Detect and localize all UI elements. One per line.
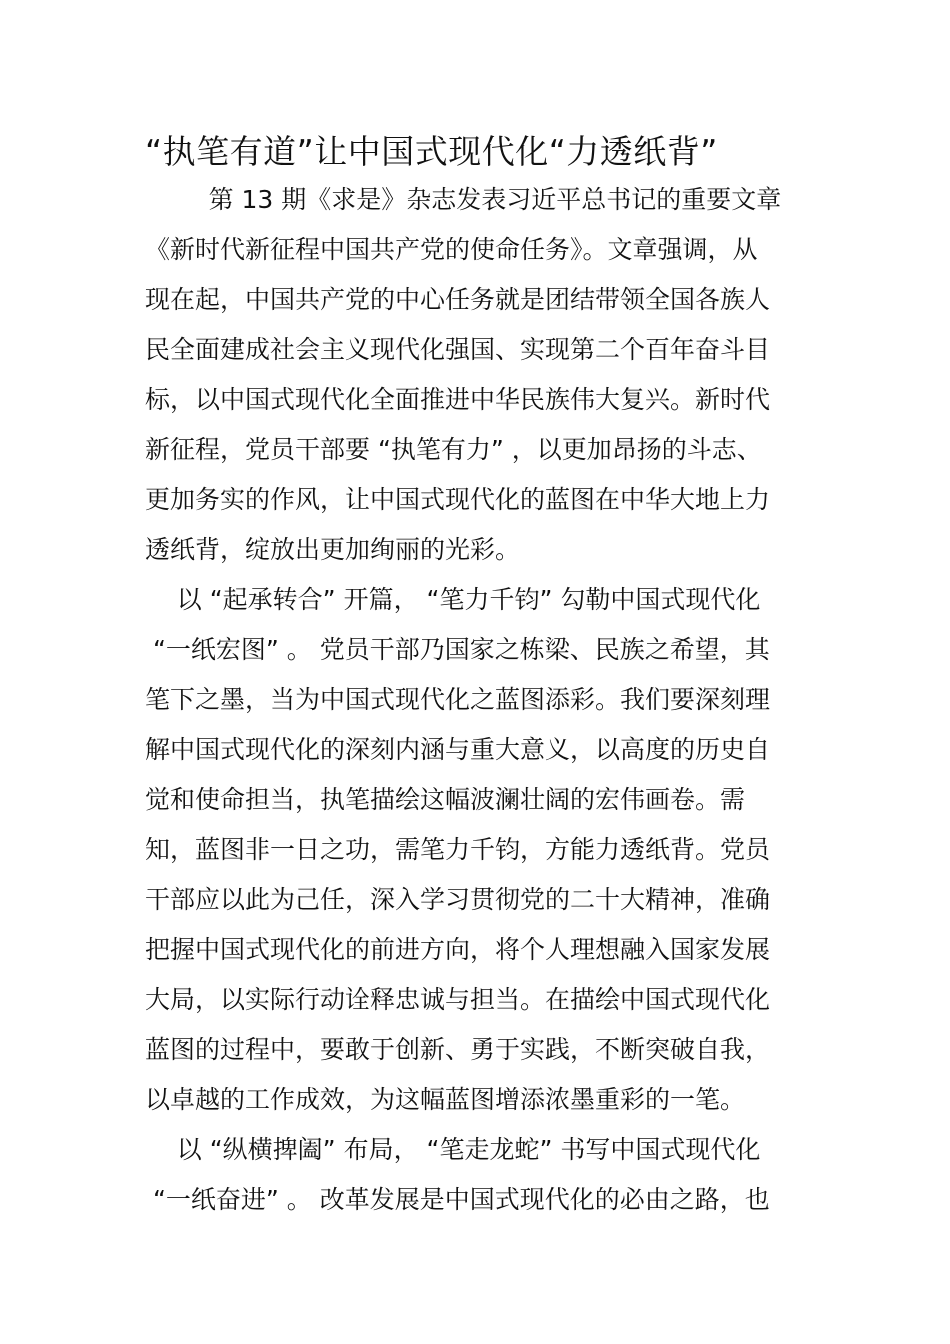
text-line: 以 “起承转合” 开篇， “笔力千钧” 勾勒中国式现代化: [145, 585, 761, 614]
text-line: 解中国式现代化的深刻内涵与重大意义，以高度的历史自: [145, 735, 771, 764]
text-line: 透纸背，绽放出更加绚丽的光彩。: [145, 535, 521, 564]
text-line: 以卓越的工作成效，为这幅蓝图增添浓墨重彩的一笔。: [145, 1085, 746, 1114]
text-line: 标，以中国式现代化全面推进中华民族伟大复兴。新时代: [145, 385, 771, 414]
document-body: [145, 175, 810, 1225]
text-line: 觉和使命担当，执笔描绘这幅波澜壮阔的宏伟画卷。需: [145, 785, 746, 814]
text-line: 民全面建成社会主义现代化强国、实现第二个百年奋斗目: [145, 335, 771, 364]
text-line: 以 “纵横捭阖” 布局， “笔走龙蛇” 书写中国式现代化: [145, 1135, 761, 1164]
text-line: 把握中国式现代化的前进方向，将个人理想融入国家发展: [145, 935, 771, 964]
text-line: 知，蓝图非一日之功，需笔力千钧，方能力透纸背。党员: [145, 835, 771, 864]
text-line: 新征程，党员干部要 “执笔有力” ，以更加昂扬的斗志、: [145, 435, 762, 464]
text-line: 《新时代新征程中国共产党的使命任务》。文章强调，从: [145, 235, 758, 264]
text-line: “一纸奋进” 。 改革发展是中国式现代化的必由之路，也: [145, 1185, 770, 1214]
document-title: “执笔有道”让中国式现代化“力透纸背”: [145, 132, 718, 171]
text-line: 大局，以实际行动诠释忠诚与担当。在描绘中国式现代化: [145, 985, 771, 1014]
text-line: 更加务实的作风，让中国式现代化的蓝图在中华大地上力: [145, 485, 771, 514]
text-line: “一纸宏图” 。 党员干部乃国家之栋梁、民族之希望，其: [145, 635, 770, 664]
text-line: 第 13 期《求是》杂志发表习近平总书记的重要文章: [145, 185, 782, 214]
text-line: 干部应以此为己任，深入学习贯彻党的二十大精神，准确: [145, 885, 771, 914]
text-line: 现在起，中国共产党的中心任务就是团结带领全国各族人: [145, 285, 771, 314]
text-line: 蓝图的过程中，要敢于创新、勇于实践，不断突破自我，: [145, 1035, 771, 1064]
text-line: 笔下之墨，当为中国式现代化之蓝图添彩。我们要深刻理: [145, 685, 771, 714]
